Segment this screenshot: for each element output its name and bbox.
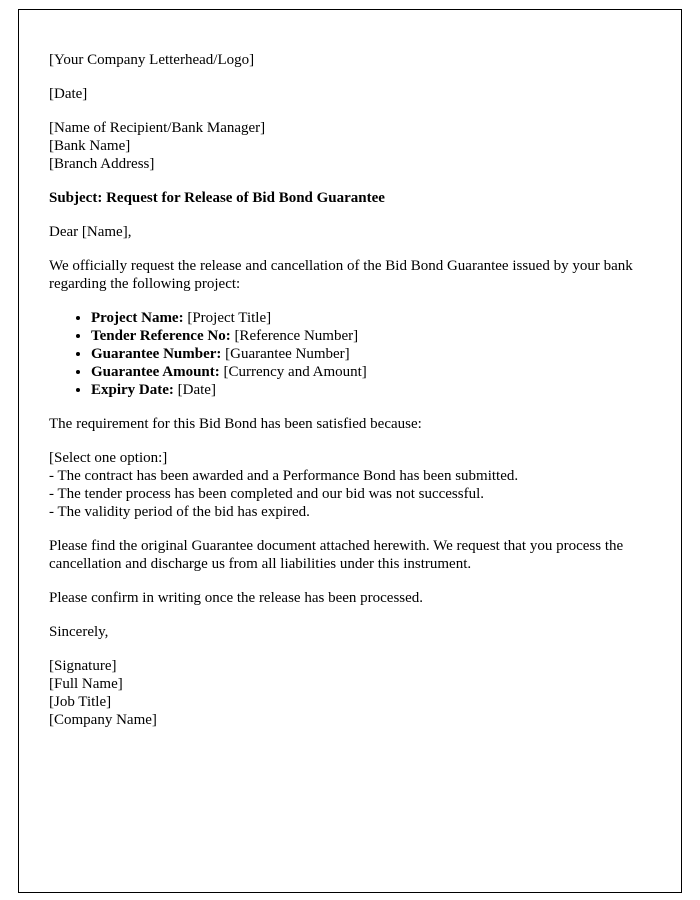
bond-details-list (49, 309, 651, 399)
closing-line: Sincerely, (49, 624, 109, 640)
letter-document (18, 9, 682, 893)
recipient-address-line: [Branch Address] (49, 156, 155, 172)
detail-value: [Date] (177, 382, 216, 398)
detail-label: Guarantee Amount: (91, 364, 220, 380)
date-line: [Date] (49, 86, 88, 102)
option-line-contract-awarded: - The contract has been awarded and a Performance Bond has been submitted. (49, 468, 519, 484)
recipient-block (49, 119, 651, 173)
confirmation-paragraph: Please confirm in writing once the release has been processed. (49, 590, 424, 606)
detail-value: [Currency and Amount] (223, 364, 367, 380)
attachment-paragraph: Please find the original Guarantee document attached herewith. We request that you process the cancellation and discharge us from all liabilities under this instrument. (49, 538, 624, 572)
detail-item-guarantee-number (91, 345, 651, 363)
signature-block (49, 657, 651, 729)
option-line-validity-expired: - The validity period of the bid has expired. (49, 504, 310, 520)
recipient-name-line: [Name of Recipient/Bank Manager] (49, 120, 266, 136)
detail-item-guarantee-amount (91, 363, 651, 381)
intro-paragraph: We officially request the release and cancellation of the Bid Bond Guarantee issued by your bank regarding the following project: (49, 258, 633, 292)
detail-label: Expiry Date: (91, 382, 174, 398)
requirement-line: The requirement for this Bid Bond has been satisfied because: (49, 416, 422, 432)
signature-placeholder-line: [Signature] (49, 658, 117, 674)
signature-company-name-line: [Company Name] (49, 712, 157, 728)
letterhead-placeholder: [Your Company Letterhead/Logo] (49, 52, 255, 68)
recipient-bank-line: [Bank Name] (49, 138, 131, 154)
detail-value: [Project Title] (187, 310, 272, 326)
detail-value: [Guarantee Number] (225, 346, 350, 362)
option-line-bid-unsuccessful: - The tender process has been completed and our bid was not successful. (49, 486, 485, 502)
signature-full-name-line: [Full Name] (49, 676, 123, 692)
salutation: Dear [Name], (49, 224, 132, 240)
signature-job-title-line: [Job Title] (49, 694, 112, 710)
detail-label: Tender Reference No: (91, 328, 231, 344)
detail-item-project-name (91, 309, 651, 327)
subject-line: Subject: Request for Release of Bid Bond Guarantee (49, 190, 385, 206)
detail-item-expiry-date (91, 381, 651, 399)
option-select-header: [Select one option:] (49, 450, 168, 466)
options-block (49, 449, 651, 521)
detail-label: Guarantee Number: (91, 346, 222, 362)
detail-label: Project Name: (91, 310, 184, 326)
detail-value: [Reference Number] (234, 328, 359, 344)
detail-item-tender-reference (91, 327, 651, 345)
